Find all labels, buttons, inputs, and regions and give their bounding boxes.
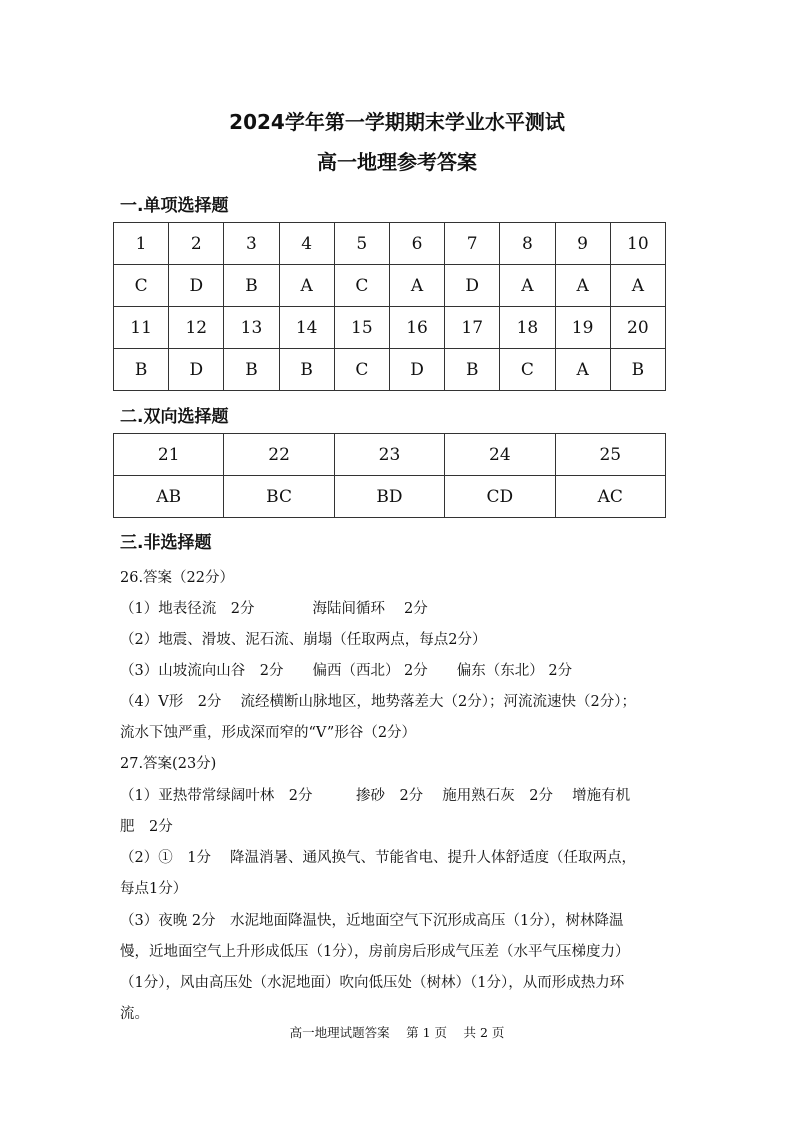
table-cell: B [224,265,279,307]
table-cell: 19 [555,307,610,349]
table-row [114,223,666,265]
table-cell: A [555,265,610,307]
table-cell: D [169,265,224,307]
table-cell: 8 [500,223,555,265]
table-cell: A [279,265,334,307]
answer-line: 流。 [120,1006,149,1022]
page-subtitle: 高一地理参考答案 [317,150,477,174]
section3-heading: 三.非选择题 [120,533,212,553]
table-row [114,307,666,349]
answer-line: （1）地表径流 2分 海陆间循环 2分 [120,601,428,617]
table-cell: 22 [224,434,334,476]
double-choice-table [113,433,666,518]
answer-line: 每点1分） [120,881,188,897]
table-cell: D [389,349,444,391]
table-cell: AB [114,476,224,518]
table-cell: BD [334,476,444,518]
table-cell: 20 [610,307,665,349]
table-cell: 21 [114,434,224,476]
single-choice-table [113,222,666,391]
table-cell: 25 [555,434,665,476]
answer-line: （2）地震、滑坡、泥石流、崩塌（任取两点，每点2分） [120,632,487,648]
table-cell: 9 [555,223,610,265]
table-cell: A [500,265,555,307]
table-cell: C [334,349,389,391]
table-cell: 6 [389,223,444,265]
table-cell: 18 [500,307,555,349]
answer-line: 流水下蚀严重，形成深而窄的“V”形谷（2分） [120,725,417,741]
table-row [114,265,666,307]
table-row [114,434,666,476]
table-cell: 2 [169,223,224,265]
table-cell: 15 [334,307,389,349]
table-cell: 10 [610,223,665,265]
table-cell: A [610,265,665,307]
table-cell: D [445,265,500,307]
answer-line: 27.答案(23分) [120,756,217,772]
answer-line: （1）亚热带常绿阔叶林 2分 掺砂 2分 施用熟石灰 2分 增施有机 [120,788,631,804]
table-cell: C [334,265,389,307]
page-footer: 高一地理试题答案 第 1 页 共 2 页 [289,1025,505,1040]
table-cell: B [279,349,334,391]
table-cell: 12 [169,307,224,349]
section1-heading: 一.单项选择题 [120,196,229,216]
table-cell: C [114,265,169,307]
table-cell: D [169,349,224,391]
page-title: 2024学年第一学期期末学业水平测试 [229,110,565,134]
table-cell: 13 [224,307,279,349]
table-cell: 23 [334,434,444,476]
answer-line: （3）山坡流向山谷 2分 偏西（西北） 2分 偏东（东北） 2分 [120,663,573,679]
table-cell: AC [555,476,665,518]
table-row [114,349,666,391]
table-cell: 14 [279,307,334,349]
table-cell: 5 [334,223,389,265]
table-cell: 7 [445,223,500,265]
table-cell: BC [224,476,334,518]
table-cell: C [500,349,555,391]
section2-heading: 二.双向选择题 [120,407,229,427]
table-cell: A [389,265,444,307]
table-cell: 4 [279,223,334,265]
table-cell: 24 [445,434,555,476]
answer-line: （1分），风由高压处（水泥地面）吹向低压处（树林）（1分），从而形成热力环 [120,975,625,991]
table-cell: B [224,349,279,391]
table-row [114,476,666,518]
table-cell: CD [445,476,555,518]
table-cell: B [445,349,500,391]
answer-line: 慢，近地面空气上升形成低压（1分），房前房后形成气压差（水平气压梯度力） [120,944,630,960]
table-cell: B [610,349,665,391]
answer-line: 26.答案（22分） [120,570,235,586]
table-cell: A [555,349,610,391]
table-cell: B [114,349,169,391]
answer-line: （3）夜晚 2分 水泥地面降温快，近地面空气下沉形成高压（1分），树林降温 [120,913,624,929]
table-cell: 1 [114,223,169,265]
table-cell: 17 [445,307,500,349]
table-cell: 11 [114,307,169,349]
answer-line: （4）V形 2分 流经横断山脉地区，地势落差大（2分）；河流流速快（2分）； [120,694,636,710]
answer-line: （2）① 1分 降温消暑、通风换气、节能省电、提升人体舒适度（任取两点， [120,850,637,866]
answer-line: 肥 2分 [120,819,173,835]
table-cell: 3 [224,223,279,265]
table-cell: 16 [389,307,444,349]
